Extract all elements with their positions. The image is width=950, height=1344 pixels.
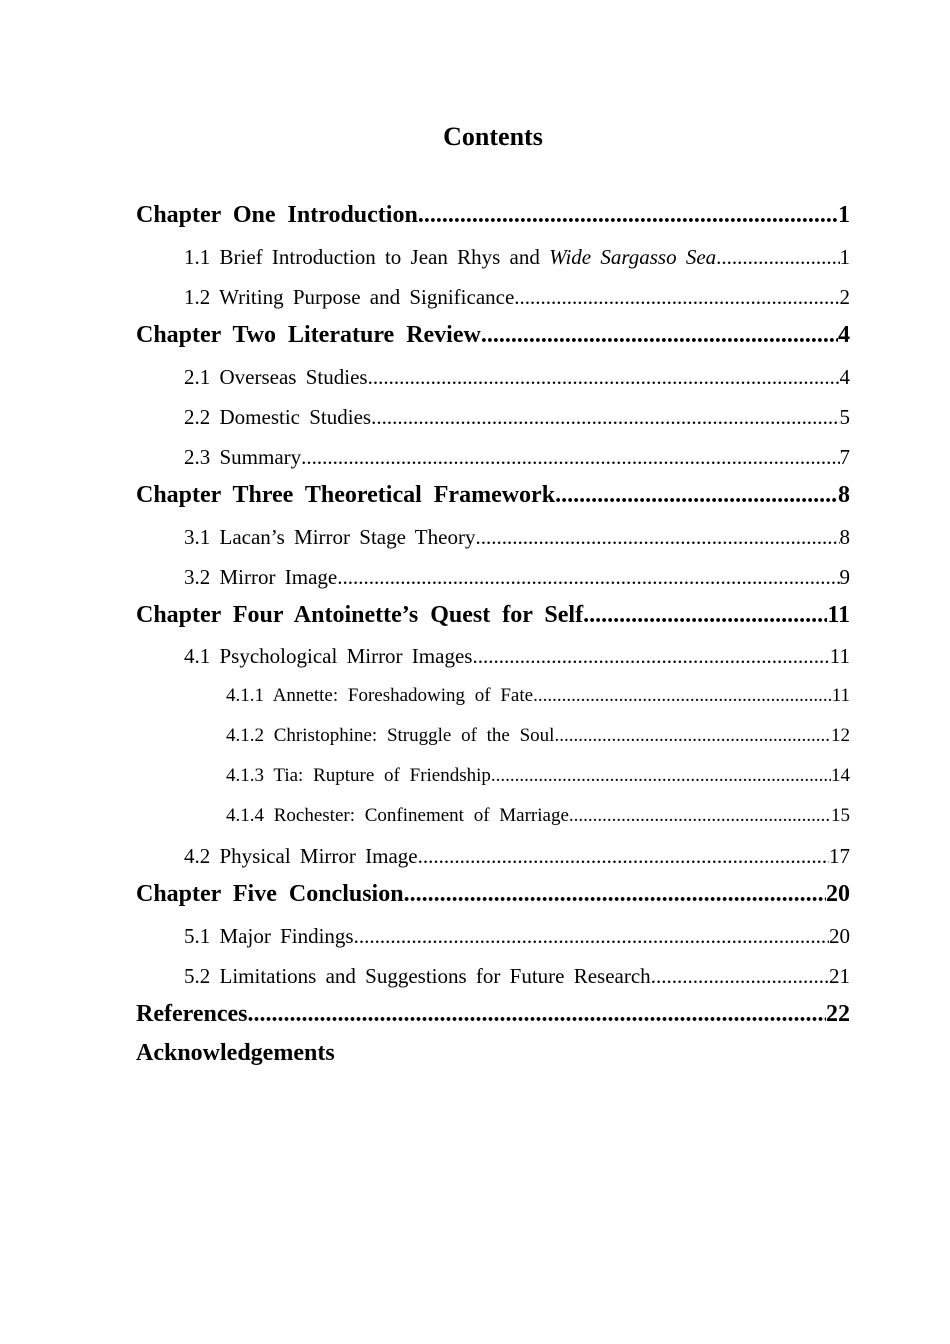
toc-entry-5-1[interactable] <box>184 924 850 949</box>
toc-page-number: 7 <box>839 445 850 469</box>
toc-entry-label: 4.1.1 Annette: Foreshadowing of Fate <box>226 685 534 706</box>
toc-entry-chapter-four[interactable] <box>136 602 850 629</box>
toc-page-number: 14 <box>831 765 850 786</box>
toc-page-number: 2 <box>839 285 850 309</box>
dot-leader <box>404 881 826 908</box>
toc-entry-3-2[interactable] <box>184 565 850 590</box>
toc-page-number: 4 <box>839 365 850 389</box>
toc-page-number: 22 <box>826 1001 850 1027</box>
toc-entry-label: 4.1.3 Tia: Rupture of Friendship <box>226 765 491 786</box>
toc-entry-label: References <box>136 1001 248 1027</box>
toc-page-number: 11 <box>831 685 850 706</box>
toc-page-number: 11 <box>829 644 850 668</box>
toc-entry-label: Acknowledgements <box>136 1040 335 1066</box>
contents-title: Contents <box>443 122 543 151</box>
toc-entry-label: 4.1.2 Christophine: Struggle of the Soul <box>226 725 555 746</box>
toc-entry-1-2[interactable] <box>184 285 850 310</box>
toc-entry-chapter-three[interactable] <box>136 482 850 509</box>
toc-entry-chapter-one[interactable] <box>136 202 850 229</box>
toc-entry-4-1-3[interactable] <box>226 765 850 787</box>
toc-entry-4-1-1[interactable] <box>226 685 850 707</box>
toc-page-number: 20 <box>829 924 850 948</box>
dot-leader <box>491 765 831 787</box>
dot-leader <box>418 844 829 869</box>
toc-entry-label <box>184 245 716 270</box>
dot-leader <box>583 602 827 629</box>
toc-entry-4-1[interactable] <box>184 644 850 669</box>
toc-page-number: 17 <box>829 844 850 868</box>
toc-entry-1-1[interactable] <box>184 245 850 270</box>
dot-leader <box>481 322 838 349</box>
dot-leader <box>418 202 838 229</box>
dot-leader <box>533 685 832 707</box>
toc-entry-label: 2.3 Summary <box>184 445 302 469</box>
toc-entry-4-1-2[interactable] <box>226 725 850 747</box>
toc-entry-label: 2.2 Domestic Studies <box>184 405 372 429</box>
toc-entry-label: 4.1.4 Rochester: Confinement of Marriage <box>226 805 569 826</box>
toc-page-number: 15 <box>831 805 850 826</box>
toc-entry-label: 2.1 Overseas Studies <box>184 365 368 389</box>
toc-entry-label: 4.1 Psychological Mirror Images <box>184 644 473 668</box>
toc-page-number: 20 <box>826 881 850 907</box>
toc-page-number: 4 <box>838 322 850 348</box>
toc-page-number: 11 <box>827 602 850 628</box>
toc-page-number: 8 <box>839 525 850 549</box>
toc-entry-5-2[interactable] <box>184 964 850 989</box>
toc-entry-2-2[interactable] <box>184 405 850 430</box>
dot-leader <box>472 644 829 669</box>
toc-entry-label: 3.1 Lacan’s Mirror Stage Theory <box>184 525 476 549</box>
toc-entry-label-italic: Wide Sargasso Sea <box>549 245 717 269</box>
toc-page-number: 5 <box>839 405 850 429</box>
dot-leader <box>554 725 831 747</box>
dot-leader <box>368 365 840 390</box>
toc-page-number: 12 <box>831 725 850 746</box>
dot-leader <box>354 924 829 949</box>
toc-page-number: 1 <box>838 202 850 228</box>
toc-entry-acknowledgements[interactable] <box>136 1040 850 1067</box>
dot-leader <box>337 565 839 590</box>
toc-entry-2-3[interactable] <box>184 445 850 470</box>
dot-leader <box>301 445 839 470</box>
toc-entry-label: Chapter Five Conclusion <box>136 881 404 907</box>
dot-leader <box>248 1001 827 1028</box>
toc-page-number: 8 <box>838 482 850 508</box>
toc-entry-label: Chapter Three Theoretical Framework <box>136 482 556 508</box>
dot-leader <box>475 525 839 550</box>
toc-entry-label: Chapter Four Antoinette’s Quest for Self <box>136 602 584 628</box>
toc-page-number: 9 <box>839 565 850 589</box>
toc-entry-4-2[interactable] <box>184 844 850 869</box>
toc-entry-label: 5.1 Major Findings <box>184 924 354 948</box>
toc-entry-3-1[interactable] <box>184 525 850 550</box>
toc-entry-chapter-two[interactable] <box>136 322 850 349</box>
dot-leader <box>569 805 831 827</box>
toc-page-number: 21 <box>829 964 850 988</box>
toc-entry-label: 1.2 Writing Purpose and Significance <box>184 285 515 309</box>
toc-page-number: 1 <box>839 245 850 269</box>
toc-entry-label: 5.2 Limitations and Suggestions for Future Research <box>184 964 651 988</box>
toc-entry-references[interactable] <box>136 1001 850 1028</box>
toc-entry-2-1[interactable] <box>184 365 850 390</box>
dot-leader <box>514 285 839 310</box>
toc-entry-label: 3.2 Mirror Image <box>184 565 338 589</box>
toc-entry-label-text: 1.1 Brief Introduction to Jean Rhys and <box>184 245 550 269</box>
toc-entry-chapter-five[interactable] <box>136 881 850 908</box>
toc-entry-label: 4.2 Physical Mirror Image <box>184 844 418 868</box>
dot-leader <box>555 482 838 509</box>
toc-entry-label: Chapter One Introduction <box>136 202 418 228</box>
dot-leader <box>651 964 829 989</box>
dot-leader <box>371 405 839 430</box>
toc-entry-4-1-4[interactable] <box>226 805 850 827</box>
dot-leader <box>716 245 839 270</box>
toc-entry-label: Chapter Two Literature Review <box>136 322 481 348</box>
